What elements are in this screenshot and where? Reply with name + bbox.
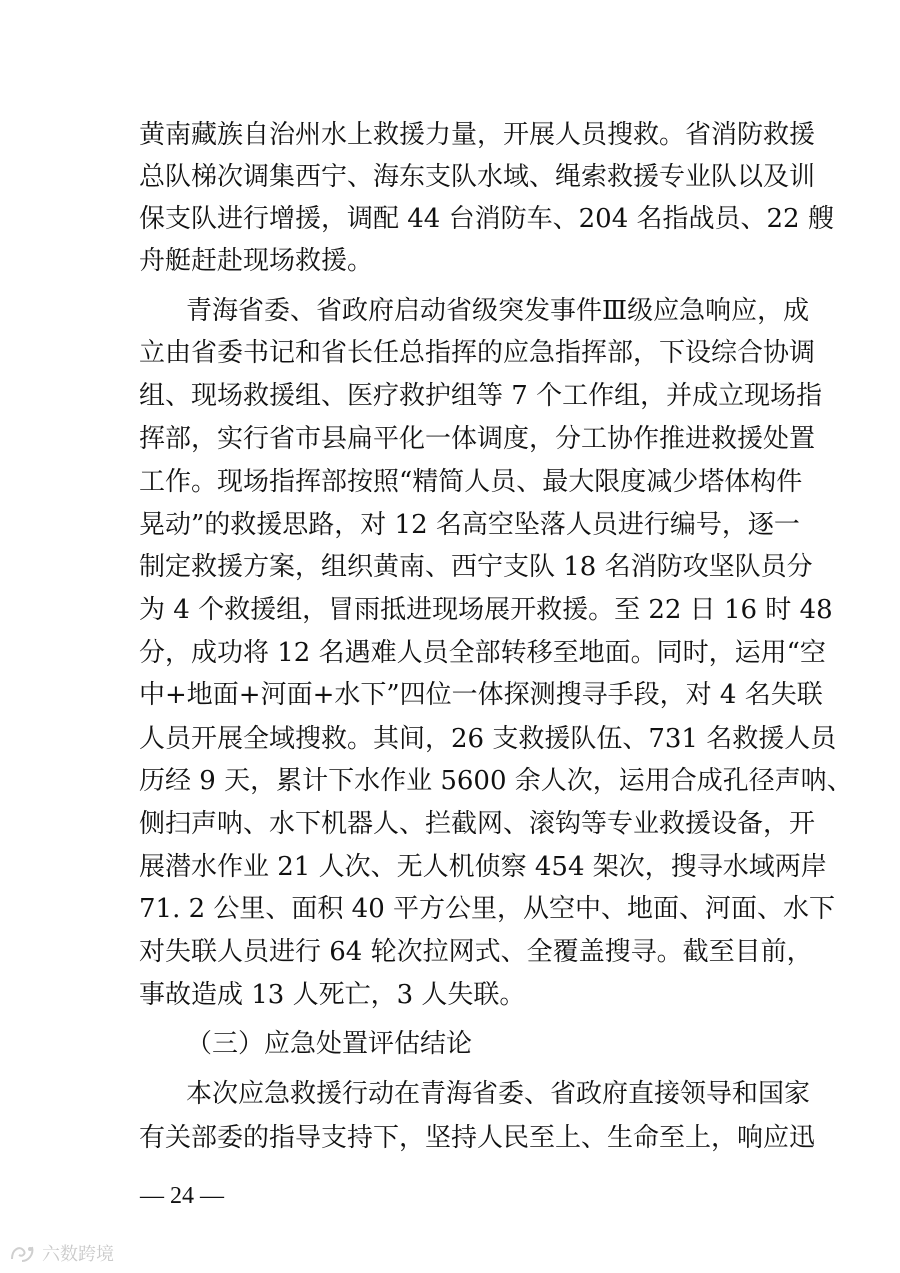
watermark-logo-icon — [8, 1241, 38, 1265]
page-number: — 24 — — [140, 1183, 224, 1209]
text-line: 挥部，实行省市县扁平化一体调度，分工协作推进救援处置 — [139, 424, 816, 454]
text-line: 总队梯次调集西宁、海东支队水域、绳索救援专业队以及训 — [139, 162, 816, 192]
text-line: 工作。现场指挥部按照“精简人员、最大限度减少塔体构件 — [139, 467, 803, 497]
text-line: 中+地面+河面+水下”四位一体探测搜寻手段，对 4 名失联 — [139, 680, 823, 710]
text-line: 舟艇赶赴现场救援。 — [139, 246, 374, 276]
text-line: 71. 2 公里、面积 40 平方公里，从空中、地面、河面、水下 — [139, 894, 836, 924]
text-line: 组、现场救援组、医疗救护组等 7 个工作组，并成立现场指 — [139, 381, 823, 411]
text-line: 为 4 个救援组，冒雨抵进现场展开救援。至 22 日 16 时 48 — [139, 595, 833, 625]
text-line: 制定救援方案，组织黄南、西宁支队 18 名消防攻坚队员分 — [139, 552, 813, 582]
text-line: 对失联人员进行 64 轮次拉网式、全覆盖搜寻。截至目前， — [139, 937, 813, 967]
text-line: 保支队进行增援，调配 44 台消防车、204 名指战员、22 艘 — [139, 204, 834, 234]
section-heading: （三）应急处置评估结论 — [186, 1029, 473, 1059]
watermark — [8, 1240, 114, 1266]
watermark-text: 六数跨境 — [42, 1244, 114, 1265]
text-line: 展潜水作业 21 人次、无人机侦察 454 架次，搜寻水域两岸 — [139, 852, 827, 882]
text-line: 黄南藏族自治州水上救援力量，开展人员搜救。省消防救援 — [139, 120, 816, 150]
text-line: 立由省委书记和省长任总指挥的应急指挥部，下设综合协调 — [139, 338, 816, 368]
text-line: 有关部委的指导支持下，坚持人民至上、生命至上，响应迅 — [139, 1123, 816, 1153]
text-line: 青海省委、省政府启动省级突发事件Ⅲ级应急响应，成 — [186, 296, 810, 326]
text-line: 侧扫声呐、水下机器人、拦截网、滚钩等专业救援设备，开 — [139, 809, 816, 839]
text-line: 分，成功将 12 名遇难人员全部转移至地面。同时，运用“空 — [139, 638, 826, 668]
text-line: 历经 9 天，累计下水作业 5600 余人次，运用合成孔径声呐、 — [139, 766, 853, 796]
text-line: 事故造成 13 人死亡，3 人失联。 — [139, 980, 526, 1010]
text-line: 人员开展全域搜救。其间，26 支救援队伍、731 名救援人员 — [139, 724, 837, 754]
text-line: 本次应急救援行动在青海省委、省政府直接领导和国家 — [186, 1079, 811, 1109]
text-line: 晃动”的救援思路，对 12 名高空坠落人员进行编号，逐一 — [139, 510, 800, 540]
